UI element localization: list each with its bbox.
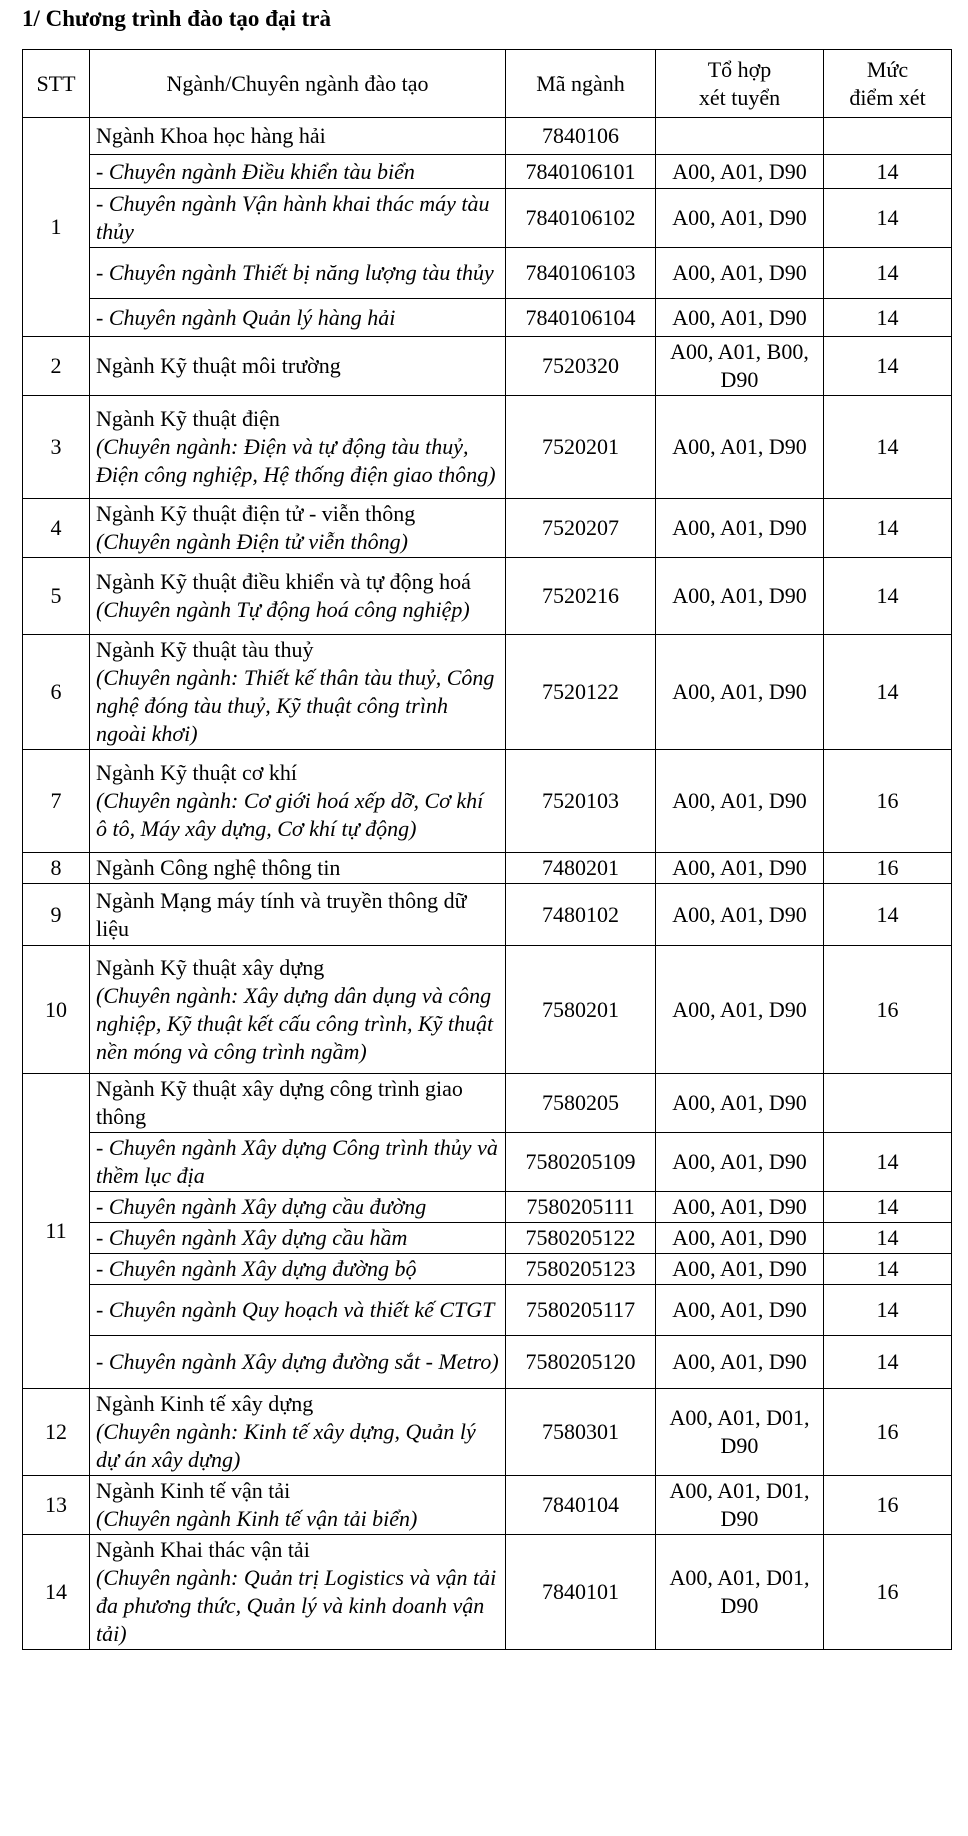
subject-combo-cell: A00, A01, D90	[656, 189, 824, 248]
subject-combo-cell: A00, A01, D90	[656, 1192, 824, 1223]
table-row	[23, 1535, 952, 1650]
table-row	[23, 1133, 952, 1192]
table-row	[23, 853, 952, 884]
table-row	[23, 396, 952, 499]
program-cell	[90, 558, 506, 635]
subject-combo-cell: A00, A01, D90	[656, 155, 824, 189]
program-code-cell: 7520201	[506, 396, 656, 499]
program-code-cell: 7580205117	[506, 1285, 656, 1336]
program-name: Ngành Kỹ thuật điện tử - viễn thông	[96, 501, 416, 526]
program-code-cell: 7520207	[506, 499, 656, 558]
program-name: Ngành Kỹ thuật xây dựng công trình giao thông	[96, 1076, 463, 1129]
program-code-cell: 7520122	[506, 635, 656, 750]
score-cell: 14	[824, 884, 952, 946]
subject-combo-cell: A00, A01, D90	[656, 1254, 824, 1285]
program-specialization: - Chuyên ngành Xây dựng cầu hầm	[96, 1225, 408, 1250]
header-combo-line1: Tổ hợp	[707, 56, 772, 82]
table-row	[23, 750, 952, 853]
program-cell	[90, 396, 506, 499]
program-code-cell: 7840106104	[506, 299, 656, 337]
table-row	[23, 635, 952, 750]
subject-combo-cell: A00, A01, D90	[656, 1285, 824, 1336]
score-cell	[824, 1074, 952, 1133]
stt-cell: 10	[23, 946, 90, 1074]
table-row	[23, 558, 952, 635]
subject-combo-cell: A00, A01, D90	[656, 499, 824, 558]
subject-combo-cell: A00, A01, D90	[656, 1133, 824, 1192]
program-cell	[90, 750, 506, 853]
subject-combo-cell: A00, A01, B00, D90	[656, 337, 824, 396]
program-name: Ngành Kỹ thuật điện	[96, 406, 280, 431]
program-specialization: (Chuyên ngành: Điện và tự động tàu thuỷ, Điện công nghiệp, Hệ thống điện giao thông)	[96, 434, 496, 487]
score-cell: 14	[824, 1254, 952, 1285]
score-cell: 14	[824, 1192, 952, 1223]
subject-combo-cell: A00, A01, D90	[656, 299, 824, 337]
program-name: Ngành Kỹ thuật môi trường	[96, 353, 341, 378]
score-cell: 14	[824, 1133, 952, 1192]
score-cell: 14	[824, 248, 952, 299]
table-row	[23, 189, 952, 248]
program-name: Ngành Kinh tế vận tải	[96, 1478, 291, 1503]
score-cell	[824, 118, 952, 155]
program-specialization: (Chuyên ngành Kinh tế vận tải biển)	[96, 1506, 418, 1531]
program-name: Ngành Kỹ thuật tàu thuỷ	[96, 637, 314, 662]
program-specialization: - Chuyên ngành Quy hoạch và thiết kế CTGT	[96, 1297, 495, 1322]
score-cell: 16	[824, 750, 952, 853]
program-name: Ngành Kỹ thuật xây dựng	[96, 954, 325, 980]
score-cell: 14	[824, 155, 952, 189]
program-cell	[90, 299, 506, 337]
header-score-line1: Mức	[866, 56, 909, 82]
program-code-cell: 7840106103	[506, 248, 656, 299]
program-cell	[90, 1476, 506, 1535]
table-row	[23, 946, 952, 1074]
program-name: Ngành Công nghệ thông tin	[96, 855, 341, 880]
program-code-cell: 7580205	[506, 1074, 656, 1133]
program-code-cell: 7480102	[506, 884, 656, 946]
subject-combo-cell: A00, A01, D90	[656, 558, 824, 635]
score-cell: 14	[824, 189, 952, 248]
program-code-cell: 7580205122	[506, 1223, 656, 1254]
score-cell: 14	[824, 558, 952, 635]
table-row	[23, 1389, 952, 1476]
score-cell: 14	[824, 337, 952, 396]
score-cell: 14	[824, 499, 952, 558]
program-specialization: (Chuyên ngành: Quản trị Logistics và vận tải đa phương thức, Quản lý và kinh doanh vận tải)	[96, 1565, 497, 1646]
program-cell	[90, 1389, 506, 1476]
program-code-cell: 7580301	[506, 1389, 656, 1476]
program-cell	[90, 946, 506, 1074]
table-row	[23, 248, 952, 299]
table-row	[23, 299, 952, 337]
program-code-cell: 7840106102	[506, 189, 656, 248]
table-row	[23, 118, 952, 155]
section-title: 1/ Chương trình đào tạo đại trà	[22, 6, 331, 31]
header-score-line2: điểm xét	[849, 84, 926, 110]
program-code-cell: 7580205123	[506, 1254, 656, 1285]
table-row	[23, 1476, 952, 1535]
score-cell: 16	[824, 853, 952, 884]
program-cell	[90, 248, 506, 299]
program-cell	[90, 635, 506, 750]
program-specialization: - Chuyên ngành Quản lý hàng hải	[96, 304, 396, 330]
score-cell: 16	[824, 946, 952, 1074]
subject-combo-cell: A00, A01, D90	[656, 248, 824, 299]
program-code-cell: 7520320	[506, 337, 656, 396]
program-specialization: - Chuyên ngành Vận hành khai thác máy tàu thủy	[96, 191, 490, 244]
header-stt: STT	[23, 50, 90, 118]
program-code-cell: 7520103	[506, 750, 656, 853]
program-cell	[90, 155, 506, 189]
score-cell: 14	[824, 635, 952, 750]
subject-combo-cell: A00, A01, D90	[656, 396, 824, 499]
subject-combo-cell: A00, A01, D90	[656, 1223, 824, 1254]
program-cell	[90, 1535, 506, 1650]
subject-combo-cell: A00, A01, D90	[656, 750, 824, 853]
stt-cell: 5	[23, 558, 90, 635]
table-row	[23, 1223, 952, 1254]
header-code: Mã ngành	[506, 50, 656, 118]
program-cell	[90, 499, 506, 558]
table-row	[23, 155, 952, 189]
table-row	[23, 1192, 952, 1223]
program-cell	[90, 189, 506, 248]
header-program: Ngành/Chuyên ngành đào tạo	[90, 50, 506, 118]
program-specialization: - Chuyên ngành Xây dựng đường sắt - Metro)	[96, 1349, 499, 1374]
program-name: Ngành Kỹ thuật cơ khí	[96, 760, 298, 785]
program-cell	[90, 337, 506, 396]
program-cell	[90, 884, 506, 946]
program-name: Ngành Kinh tế xây dựng	[96, 1391, 314, 1416]
score-cell: 14	[824, 1223, 952, 1254]
table-row	[23, 884, 952, 946]
program-specialization: - Chuyên ngành Xây dựng đường bộ	[96, 1256, 417, 1281]
program-cell	[90, 1223, 506, 1254]
stt-cell: 14	[23, 1535, 90, 1650]
subject-combo-cell: A00, A01, D90	[656, 1074, 824, 1133]
stt-cell: 4	[23, 499, 90, 558]
stt-cell: 6	[23, 635, 90, 750]
program-specialization: (Chuyên ngành: Cơ giới hoá xếp dỡ, Cơ khí ô tô, Máy xây dựng, Cơ khí tự động)	[96, 788, 484, 841]
header-score	[824, 50, 952, 118]
program-cell	[90, 1133, 506, 1192]
program-cell	[90, 1254, 506, 1285]
table-row	[23, 1074, 952, 1133]
stt-cell: 8	[23, 853, 90, 884]
stt-cell: 2	[23, 337, 90, 396]
subject-combo-cell: A00, A01, D90	[656, 946, 824, 1074]
stt-cell: 12	[23, 1389, 90, 1476]
stt-cell: 1	[23, 118, 90, 337]
stt-cell: 11	[23, 1074, 90, 1389]
program-specialization: - Chuyên ngành Xây dựng Công trình thủy và thềm lục địa	[96, 1135, 498, 1188]
subject-combo-cell: A00, A01, D90	[656, 1336, 824, 1389]
program-code-cell: 7840101	[506, 1535, 656, 1650]
program-specialization: - Chuyên ngành Xây dựng cầu đường	[96, 1194, 427, 1219]
subject-combo-cell: A00, A01, D90	[656, 853, 824, 884]
subject-combo-cell: A00, A01, D90	[656, 635, 824, 750]
table-header-row	[23, 50, 952, 118]
program-cell	[90, 1285, 506, 1336]
score-cell: 16	[824, 1535, 952, 1650]
subject-combo-cell: A00, A01, D90	[656, 884, 824, 946]
program-specialization: - Chuyên ngành Thiết bị năng lượng tàu thủy	[96, 260, 494, 285]
program-code-cell: 7840106	[506, 118, 656, 155]
program-code-cell: 7580205109	[506, 1133, 656, 1192]
header-combo	[656, 50, 824, 118]
stt-cell: 7	[23, 750, 90, 853]
program-cell	[90, 1074, 506, 1133]
program-code-cell: 7840104	[506, 1476, 656, 1535]
program-code-cell: 7480201	[506, 853, 656, 884]
subject-combo-cell: A00, A01, D01, D90	[656, 1476, 824, 1535]
program-cell	[90, 853, 506, 884]
program-cell	[90, 1192, 506, 1223]
table-row	[23, 1254, 952, 1285]
program-specialization: (Chuyên ngành: Thiết kế thân tàu thuỷ, Công nghệ đóng tàu thuỷ, Kỹ thuật công trình ngoài khơi)	[96, 665, 495, 746]
table-row	[23, 337, 952, 396]
stt-cell: 13	[23, 1476, 90, 1535]
stt-cell: 3	[23, 396, 90, 499]
score-cell: 14	[824, 299, 952, 337]
program-specialization: (Chuyên ngành: Xây dựng dân dụng và công nghiệp, Kỹ thuật kết cấu công trình, Kỹ thuật nền móng và công trình ngầm)	[96, 982, 494, 1064]
program-cell	[90, 118, 506, 155]
header-combo-line2: xét tuyển	[698, 84, 781, 110]
program-specialization: (Chuyên ngành: Kinh tế xây dựng, Quản lý dự án xây dựng)	[96, 1419, 476, 1472]
score-cell: 14	[824, 1336, 952, 1389]
stt-cell: 9	[23, 884, 90, 946]
program-specialization: (Chuyên ngành Tự động hoá công nghiệp)	[96, 597, 470, 622]
subject-combo-cell: A00, A01, D01, D90	[656, 1535, 824, 1650]
program-name: Ngành Mạng máy tính và truyền thông dữ liệu	[96, 887, 467, 941]
program-name: Ngành Khoa học hàng hải	[96, 123, 326, 148]
program-code-cell: 7840106101	[506, 155, 656, 189]
score-cell: 14	[824, 396, 952, 499]
table-row	[23, 1336, 952, 1389]
program-code-cell: 7580205111	[506, 1192, 656, 1223]
program-cell	[90, 1336, 506, 1389]
program-specialization: - Chuyên ngành Điều khiển tàu biển	[96, 158, 415, 184]
table-row	[23, 499, 952, 558]
admissions-table	[22, 49, 952, 1650]
program-name: Ngành Kỹ thuật điều khiển và tự động hoá	[96, 569, 471, 594]
program-name: Ngành Khai thác vận tải	[96, 1537, 310, 1562]
score-cell: 16	[824, 1389, 952, 1476]
program-code-cell: 7520216	[506, 558, 656, 635]
subject-combo-cell	[656, 118, 824, 155]
program-code-cell: 7580205120	[506, 1336, 656, 1389]
program-code-cell: 7580201	[506, 946, 656, 1074]
score-cell: 14	[824, 1285, 952, 1336]
subject-combo-cell: A00, A01, D01, D90	[656, 1389, 824, 1476]
program-specialization: (Chuyên ngành Điện tử viễn thông)	[96, 529, 408, 554]
table-row	[23, 1285, 952, 1336]
score-cell: 16	[824, 1476, 952, 1535]
